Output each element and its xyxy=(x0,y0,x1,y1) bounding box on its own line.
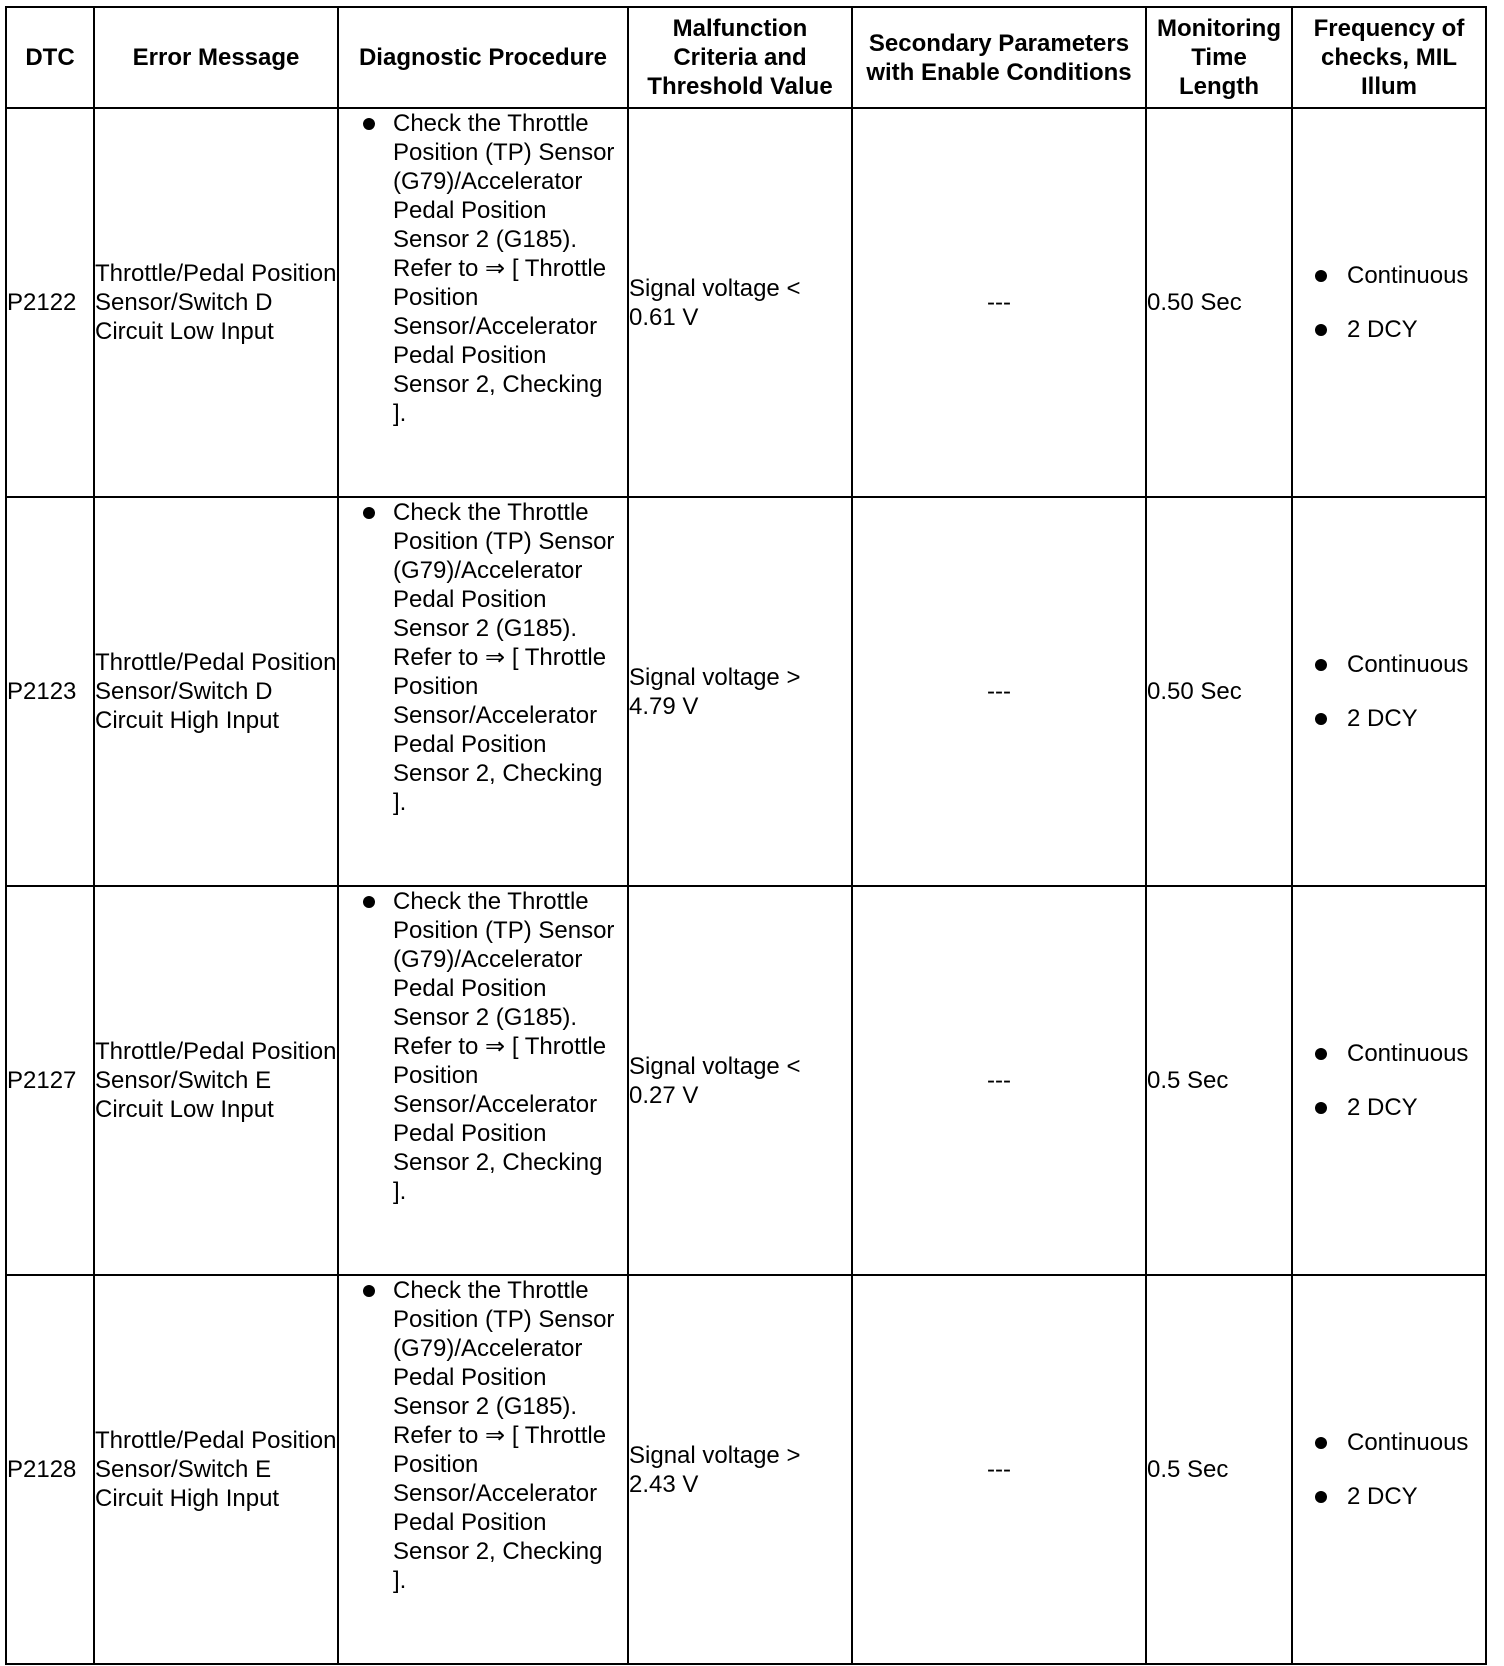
monitoring-time: 0.5 Sec xyxy=(1146,886,1292,1275)
procedure-item xyxy=(339,1276,627,1595)
header-diagnostic-procedure: Diagnostic Procedure xyxy=(338,7,628,108)
dtc-table xyxy=(5,6,1487,1665)
header-secondary-parameters: Secondary Parameters with Enable Conditions xyxy=(852,7,1146,108)
frequency-cell xyxy=(1292,108,1486,497)
diagnostic-procedure xyxy=(338,497,628,886)
procedure-text: Check the Throttle Position (TP) Sensor (G79)/Accelerator Pedal Position Sensor 2 (G185). Refer to ⇒ [ Throttle Position Sensor/Accelerator Pedal Position Sensor 2, Checking ]. xyxy=(393,888,615,1205)
header-frequency: Frequency of checks, MIL Illum xyxy=(1292,7,1486,108)
frequency-text: Continuous xyxy=(1347,262,1469,289)
frequency-item xyxy=(1293,650,1485,679)
error-message: Throttle/Pedal Position Sensor/Switch E Circuit Low Input xyxy=(94,886,338,1275)
bullet-icon xyxy=(1315,324,1327,336)
procedure-item xyxy=(339,887,627,1206)
frequency-text: 2 DCY xyxy=(1347,1483,1418,1510)
malfunction-criteria: Signal voltage < 0.61 V xyxy=(628,108,852,497)
secondary-parameters: --- xyxy=(852,1275,1146,1664)
monitoring-time: 0.50 Sec xyxy=(1146,497,1292,886)
malfunction-criteria: Signal voltage > 4.79 V xyxy=(628,497,852,886)
procedure-item xyxy=(339,109,627,428)
monitoring-time: 0.50 Sec xyxy=(1146,108,1292,497)
header-error-message: Error Message xyxy=(94,7,338,108)
table-row xyxy=(6,886,1486,1275)
frequency-item xyxy=(1293,1093,1485,1122)
frequency-item xyxy=(1293,704,1485,733)
diagnostic-procedure xyxy=(338,108,628,497)
dtc-code: P2128 xyxy=(6,1275,94,1664)
frequency-cell xyxy=(1292,886,1486,1275)
frequency-cell xyxy=(1292,497,1486,886)
diagnostic-procedure xyxy=(338,886,628,1275)
header-row xyxy=(6,7,1486,108)
frequency-text: Continuous xyxy=(1347,1429,1469,1456)
header-dtc: DTC xyxy=(6,7,94,108)
bullet-icon xyxy=(363,118,375,130)
malfunction-criteria: Signal voltage < 0.27 V xyxy=(628,886,852,1275)
table-row xyxy=(6,1275,1486,1664)
bullet-icon xyxy=(1315,659,1327,671)
procedure-item xyxy=(339,498,627,817)
frequency-item xyxy=(1293,1482,1485,1511)
frequency-item xyxy=(1293,1428,1485,1457)
header-monitoring-time: Monitoring Time Length xyxy=(1146,7,1292,108)
error-message: Throttle/Pedal Position Sensor/Switch D Circuit Low Input xyxy=(94,108,338,497)
dtc-code: P2127 xyxy=(6,886,94,1275)
malfunction-criteria: Signal voltage > 2.43 V xyxy=(628,1275,852,1664)
bullet-icon xyxy=(363,507,375,519)
frequency-list xyxy=(1293,1428,1485,1511)
bullet-icon xyxy=(1315,1048,1327,1060)
frequency-text: 2 DCY xyxy=(1347,1094,1418,1121)
bullet-icon xyxy=(1315,1491,1327,1503)
bullet-icon xyxy=(363,1285,375,1297)
error-message: Throttle/Pedal Position Sensor/Switch D Circuit High Input xyxy=(94,497,338,886)
frequency-text: 2 DCY xyxy=(1347,316,1418,343)
bullet-icon xyxy=(363,896,375,908)
frequency-text: Continuous xyxy=(1347,1040,1469,1067)
table-row xyxy=(6,108,1486,497)
procedure-text: Check the Throttle Position (TP) Sensor (G79)/Accelerator Pedal Position Sensor 2 (G185). Refer to ⇒ [ Throttle Position Sensor/Accelerator Pedal Position Sensor 2, Checking ]. xyxy=(393,499,615,816)
table-row xyxy=(6,497,1486,886)
procedure-text: Check the Throttle Position (TP) Sensor (G79)/Accelerator Pedal Position Sensor 2 (G185). Refer to ⇒ [ Throttle Position Sensor/Accelerator Pedal Position Sensor 2, Checking ]. xyxy=(393,110,615,427)
dtc-code: P2122 xyxy=(6,108,94,497)
dtc-code: P2123 xyxy=(6,497,94,886)
frequency-text: 2 DCY xyxy=(1347,705,1418,732)
error-message: Throttle/Pedal Position Sensor/Switch E Circuit High Input xyxy=(94,1275,338,1664)
secondary-parameters: --- xyxy=(852,108,1146,497)
secondary-parameters: --- xyxy=(852,886,1146,1275)
monitoring-time: 0.5 Sec xyxy=(1146,1275,1292,1664)
frequency-item xyxy=(1293,1039,1485,1068)
header-malfunction-criteria: Malfunction Criteria and Threshold Value xyxy=(628,7,852,108)
frequency-list xyxy=(1293,1039,1485,1122)
diagnostic-procedure xyxy=(338,1275,628,1664)
bullet-icon xyxy=(1315,1437,1327,1449)
frequency-cell xyxy=(1292,1275,1486,1664)
bullet-icon xyxy=(1315,1102,1327,1114)
bullet-icon xyxy=(1315,270,1327,282)
frequency-item xyxy=(1293,315,1485,344)
frequency-list xyxy=(1293,261,1485,344)
frequency-item xyxy=(1293,261,1485,290)
frequency-text: Continuous xyxy=(1347,651,1469,678)
frequency-list xyxy=(1293,650,1485,733)
bullet-icon xyxy=(1315,713,1327,725)
procedure-text: Check the Throttle Position (TP) Sensor (G79)/Accelerator Pedal Position Sensor 2 (G185). Refer to ⇒ [ Throttle Position Sensor/Accelerator Pedal Position Sensor 2, Checking ]. xyxy=(393,1277,615,1594)
secondary-parameters: --- xyxy=(852,497,1146,886)
